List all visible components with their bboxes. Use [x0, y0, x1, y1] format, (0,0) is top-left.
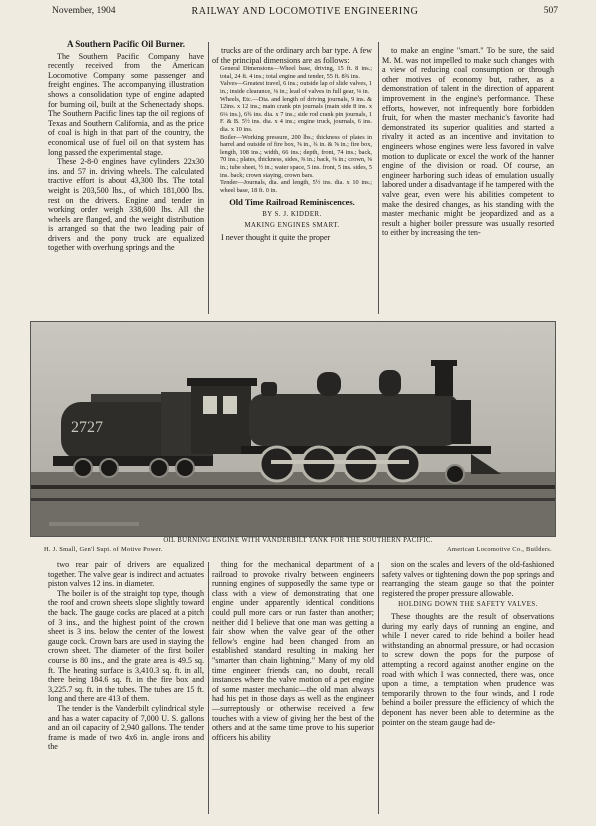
paragraph: The Southern Pacific Company have recently received from the American Locomotive Company some passenger and freight engines. The accompanying illustration shows a consolidation type of engine adapted for burning oil, built at the Schenectady shops. The Southern Pacific lines tap the oil regions of Texas and Southern California, and as the price of coal is high in that part of the country, the economical use of fuel oil on that system has long passed the experimental stage.: [48, 51, 204, 157]
spec-item: Valves—Greatest travel, 6 ins.; outside lap of slide valves, 1 in.; inside clearance, ⅛ in.; lead of valves in full gear, ⅛ in.: [220, 80, 372, 95]
article-heading: Old Time Railroad Reminiscences.: [229, 197, 355, 208]
spec-item: Wheels, Etc.—Dia. and length of driving journals, 9 ins. & 12ins. x 12 ins.; main crank pin journals (main side 8 ins. x 6¼ ins.), 6¾ ins. dia. x 7 ins.; side rod crank pin journals, 1 F. & B. 5½ ins. dia. x 4 ins.; engine truck, journals, 6 ins. dia. x 10 ins.: [220, 95, 372, 133]
locomotive-illustration: [31, 322, 555, 536]
column-1: [48, 40, 204, 320]
column-rule: [208, 42, 209, 314]
paragraph: sion on the scales and levers of the old-fashioned safety valves or tightening down the pop springs and rearranging the steam gauge so that the pointer registered the proper pressure allowable.: [382, 560, 554, 598]
spec-item: General Dimensions—Wheel base, driving, 15 ft. 8 ins.; total, 24 ft. 4 ins.; total engine and tender, 55 ft. 8¾ ins.: [220, 65, 372, 80]
column-5: [212, 560, 374, 818]
column-4: [48, 560, 204, 818]
column-2: [212, 46, 372, 320]
article-heading: A Southern Pacific Oil Burner.: [67, 40, 185, 49]
paragraph: trucks are of the ordinary arch bar type. A few of the principal dimensions are as follows:: [212, 46, 372, 65]
spec-item: Tender—Journals, dia. and length, 5½ ins. dia. x 10 ins.; wheel base, 18 ft. 0 in.: [220, 179, 372, 194]
column-6: [382, 560, 554, 818]
column-3: [382, 46, 554, 320]
header-page-number: 507: [543, 6, 558, 16]
header-date: November, 1904: [52, 6, 116, 16]
paragraph: to make an engine "smart." To be sure, the said M. M. was not impelled to make such changes with a view of reducing coal consumption or through other motives of economy but, rather, as a demonstration of talent in the direction of apparent improvement in the engine's performance. These efforts, however, not infrequently bore forbidden fruit, for when the master mechanic's favorite had demonstrated its superior qualities and started a rivalry it acted as an incentive and invitation to engineers whose engines were less favored in valve motion to duplicate or excel the work of the hanner engine of the division or road. Of course, an engineer harboring such ideas of emulation usually labored under a disadvantage if he tampered with the valve gear, even were his abilities competent to make the desired changes, as his standing with the master mechanic might be jeopardized and as a result a higher boiler pressure was usually resorted to either by increasing the ten-: [382, 46, 554, 238]
paragraph: thing for the mechanical department of a railroad to provoke rivalry between engineers running engines of supposedly the same type or class with a view of demonstrating that one engine under apparently identical conditions could pull more cars or run faster than another; neither did I believe that one man was getting a fair show when the valve gear of the other fellow's engine had been changed from an established standard resulting in making her "smarter than chain lightning." Many of my old time engineer friends can, no doubt, recall instances where the valve motion of a pet engine of some master mechanic—the old man always had his pet in those days as well as the engineer—surreptously or otherwise received a few touches with a view of giving her the best of the others and at the same time prove to his superior officers his ability: [212, 560, 374, 742]
tender-number: 2727: [71, 419, 103, 436]
photo-credit-left: H. J. Small, Gen'l Supt. of Motive Power.: [44, 546, 163, 553]
paragraph: The tender is the Vanderbilt cylindrical style and has a water capacity of 7,000 U. S. gallons and an oil capacity of 2,940 gallons. The tender frame is made of two 4x6 in. angle irons and the: [48, 703, 204, 752]
header-title: RAILWAY AND LOCOMOTIVE ENGINEERING: [191, 6, 419, 17]
section-heading: HOLDING DOWN THE SAFETY VALVES.: [398, 601, 538, 609]
paragraph: I never thought it quite the proper: [221, 233, 331, 243]
paragraph: The boiler is of the straight top type, though the roof and crown sheets slope slightly toward the back. The gauge cocks are placed at a pitch of 3 ins., and the highest point of the crown sheet is 3 ins. below the center of the lowest gauge cock. Crown bars are used in staying the crown sheet. The diameter of the first boiler course is 80 ins., and the grate area is 49.5 sq. ft. The heating surface is 3,410.3 sq. ft. in all, there being 184.6 sq. ft. in the fire box and 3,225.7 sq. ft. in the tubes. The tubes are 15 ft. long and there are 413 of them.: [48, 588, 204, 704]
spec-item: Boiler—Working pressure, 200 lbs.; thickness of plates in barrel and outside of fire box, ⅝ in., ¾ in. & ⅝ in.; fire box, length, 108 ins.; width, 66 ins.; depth, front, 74 ins.; back, 70 ins.; plates, thickness, sides, ⅜ in.; back, ⅜ in.; crown, ⅜ in.; tube sheet, ½ in.; water space, 5 ins. front, 5 ins. sides, 5 ins. back; crown staying, crown bars.: [220, 133, 372, 179]
photo-caption: OIL BURNING ENGINE WITH VANDERBILT TANK FOR THE SOUTHERN PACIFIC.: [163, 537, 433, 544]
column-rule: [378, 562, 379, 814]
column-rule: [378, 42, 379, 314]
paragraph: two rear pair of drivers are equalized together. The valve gear is indirect and actuates piston valves 12 ins. in diameter.: [48, 560, 204, 589]
photo-credit-right: American Locomotive Co., Builders.: [447, 546, 552, 553]
locomotive-photograph: [30, 321, 556, 537]
running-header: [52, 6, 558, 20]
column-rule: [208, 562, 209, 814]
paragraph: These 2-8-0 engines have cylinders 22x30 ins. and 57 in. driving wheels. The calculated tractive effort is about 43,300 lbs. The total weight is 203,500 lbs., of which 181,000 lbs. rest on the drivers. Engine and tender in working order weigh 338,600 lbs. All the wheels are flanged, and the weight distribution is arranged so that the two leading pair of drivers and the pony truck are equalized together with overhung springs and the: [48, 157, 204, 253]
byline: BY S. J. KIDDER.: [262, 210, 322, 218]
paragraph: These thoughts are the result of observations during my early days of running an engine, and while I never cared to ride behind a boiler head withstanding an abnormal pressure, or had occasion to screw down the pops for the purpose of attempting a record against another engine on the road with which I was connected, there was, once upon a time, a temptation when prudence was temporarily thrown to the four winds, and I rode behind a boiler pressure the efficiency of which the deponent has never been able to determine as the pointer on the steam gauge had de-: [382, 611, 554, 727]
subheading: MAKING ENGINES SMART.: [244, 222, 340, 230]
